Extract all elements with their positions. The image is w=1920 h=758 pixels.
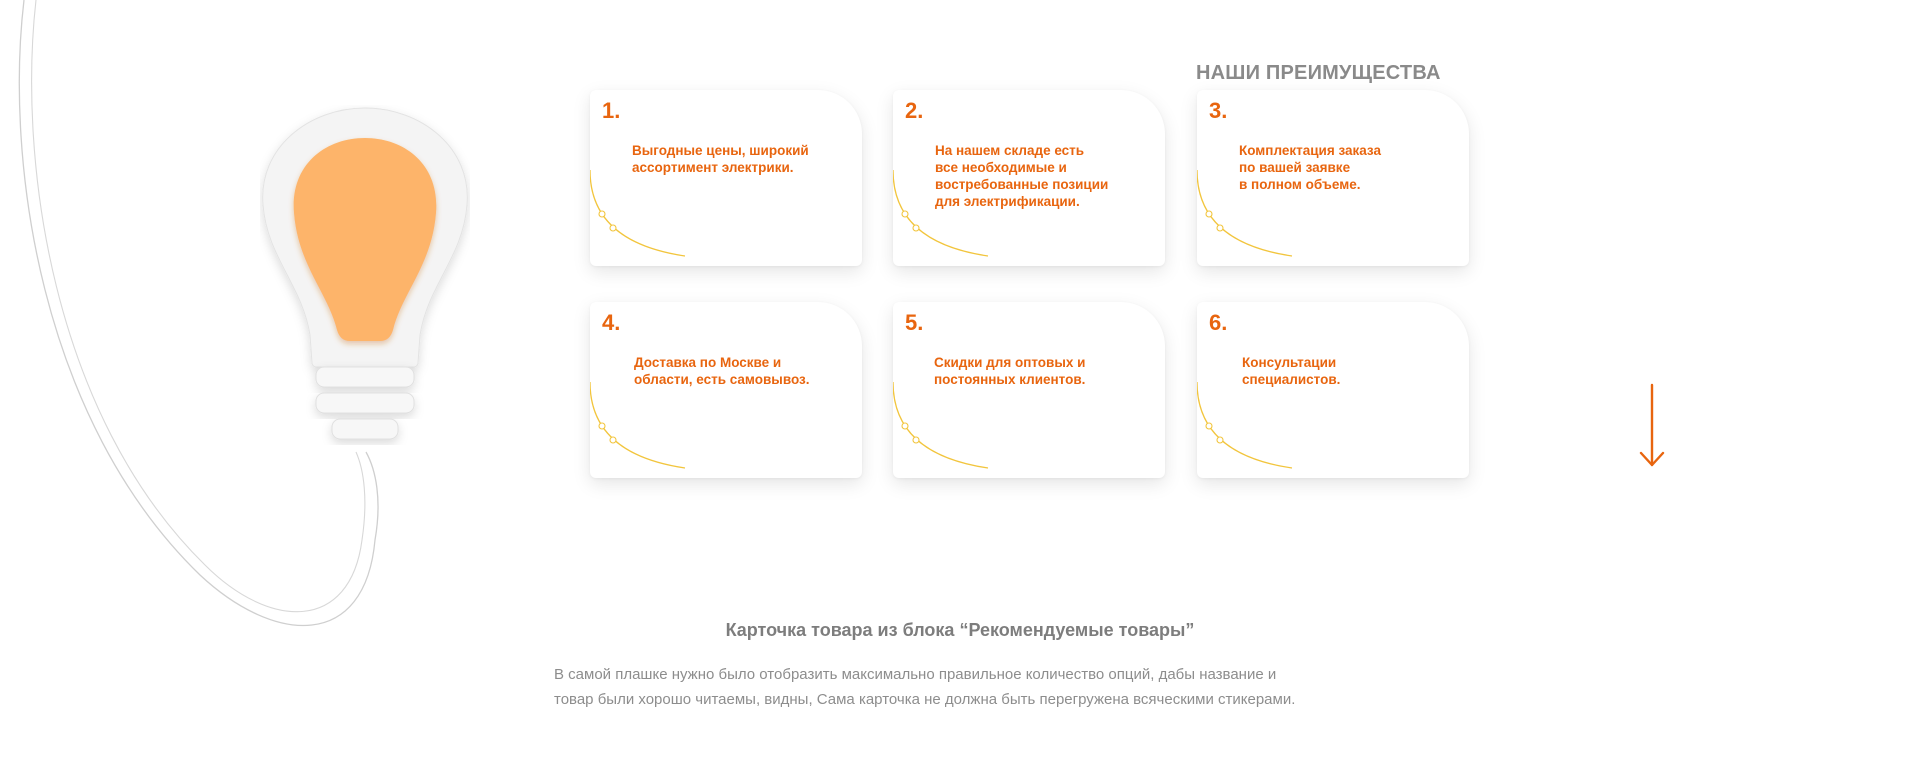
card-number: 6. bbox=[1209, 310, 1228, 335]
card-text: Скидки для оптовых и постоянных клиентов. bbox=[934, 355, 1086, 387]
advantage-card-6 bbox=[1197, 302, 1469, 478]
card-arc-decoration bbox=[893, 382, 1003, 478]
card-arc-decoration bbox=[893, 170, 1003, 266]
description-line-2: товар были хорошо читаемы, видны, Сама карточка не должна быть перегружена всяческими стикерами. bbox=[554, 691, 1296, 708]
advantage-card-1 bbox=[590, 90, 862, 266]
card-text: Комплектация заказа по вашей заявке в полном объеме. bbox=[1239, 143, 1381, 192]
card-text: Выгодные цены, широкий ассортимент электрики. bbox=[632, 143, 809, 175]
description-line-1: В самой плашке нужно было отобразить максимально правильное количество опций, дабы название и bbox=[554, 666, 1277, 683]
card-arc-decoration bbox=[1197, 170, 1307, 266]
card-number: 4. bbox=[602, 310, 621, 335]
card-text: Доставка по Москве и области, есть самовывоз. bbox=[634, 355, 810, 387]
advantages-heading: НАШИ ПРЕИМУЩЕСТВА bbox=[1196, 62, 1441, 84]
advantage-card-3 bbox=[1197, 90, 1469, 266]
advantage-card-2 bbox=[893, 90, 1165, 266]
card-arc-decoration bbox=[590, 170, 700, 266]
product-card-section-description bbox=[554, 662, 1414, 712]
product-card-section-title: Карточка товара из блока “Рекомендуемые товары” bbox=[725, 620, 1195, 640]
lightbulb-icon bbox=[260, 105, 470, 445]
advantage-card-5 bbox=[893, 302, 1165, 478]
card-text: Консультации специалистов. bbox=[1242, 355, 1341, 387]
arrow-down-icon[interactable] bbox=[1638, 383, 1666, 469]
card-number: 5. bbox=[905, 310, 924, 335]
card-number: 2. bbox=[905, 98, 924, 123]
card-arc-decoration bbox=[1197, 382, 1307, 478]
card-number: 3. bbox=[1209, 98, 1228, 123]
card-arc-decoration bbox=[590, 382, 700, 478]
card-number: 1. bbox=[602, 98, 621, 123]
advantage-card-4 bbox=[590, 302, 862, 478]
card-text: На нашем складе есть все необходимые и востребованные позиции для электрификации. bbox=[935, 143, 1109, 209]
